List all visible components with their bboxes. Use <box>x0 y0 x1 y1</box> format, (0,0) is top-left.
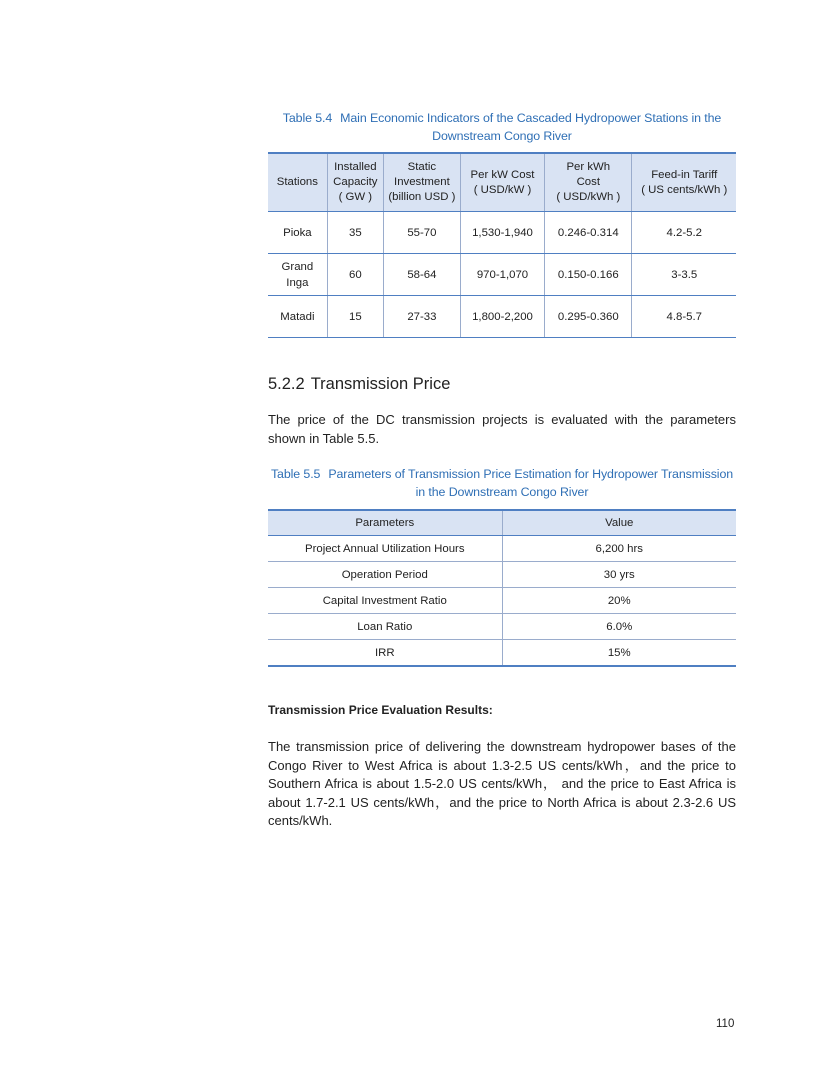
table-cell <box>327 296 383 338</box>
table-cell <box>327 212 383 254</box>
cell-text: 60 <box>349 268 362 281</box>
caption-text: Main Economic Indicators of the Cascaded Hydropower Stations in the Downstream Congo River <box>340 111 722 143</box>
header-line: Per kWh <box>566 161 611 173</box>
table-cell <box>460 212 544 254</box>
table-row <box>268 212 736 254</box>
parameter-value-cell: 20% <box>502 588 736 614</box>
cell-text: Matadi <box>280 310 315 323</box>
header-cell: Parameters <box>268 510 502 536</box>
cell-text: 970-1,070 <box>476 268 529 281</box>
table-cell <box>383 296 460 338</box>
parameter-name-cell: Project Annual Utilization Hours <box>268 536 502 562</box>
table-row <box>268 562 736 588</box>
header-line: Installed <box>334 161 377 173</box>
cell-text: 0.295-0.360 <box>557 310 619 323</box>
table-cell <box>545 254 632 296</box>
cell-text: 55-70 <box>407 226 437 239</box>
parameter-value-cell: 30 yrs <box>502 562 736 588</box>
cell-text: 3-3.5 <box>671 268 698 281</box>
cell-text: 15 <box>349 310 362 323</box>
parameter-value-cell: 15% <box>502 640 736 667</box>
section-heading <box>268 375 450 394</box>
cell-text: Inga <box>286 276 309 289</box>
cell-text: 0.150-0.166 <box>557 268 619 281</box>
cell-text: 1,800-2,200 <box>472 310 533 323</box>
header-cell <box>268 153 327 212</box>
header-line: Stations <box>276 176 318 188</box>
table-cell <box>268 254 327 296</box>
header-cell <box>632 153 736 212</box>
header-line: ( US cents/kWh ) <box>641 183 728 196</box>
parameter-name-cell: IRR <box>268 640 502 667</box>
table-5-5-caption <box>268 465 736 501</box>
table-cell <box>632 296 736 338</box>
header-line: ( USD/kWh ) <box>556 191 621 203</box>
parameter-value-cell: 6.0% <box>502 614 736 640</box>
table-row <box>268 640 736 667</box>
table-cell <box>268 212 327 254</box>
cell-text: 4.8-5.7 <box>666 310 702 323</box>
results-paragraph: The transmission price of delivering the downstream hydropower bases of the Congo River to West Africa is about 1.3-2.5 US cents/kWh，and the price to Southern Africa is about 1.5-2.0 US cents/kWh， and the price to East Africa is about 1.7-2.1 US cents/kWh，and the price to North Africa is about 2.3-2.6 US cents/kWh. <box>268 739 736 828</box>
table-header-row <box>268 510 736 536</box>
header-line: (billion USD ) <box>388 191 456 203</box>
caption-text: Parameters of Transmission Price Estimation for Hydropower Transmission in the Downstream Congo River <box>328 467 734 499</box>
table-cell <box>460 296 544 338</box>
cell-text: Pioka <box>283 226 312 239</box>
economic-indicators-table <box>268 152 736 338</box>
page-number: 110 <box>716 1018 735 1030</box>
header-cell <box>327 153 383 212</box>
header-line: Investment <box>394 176 450 188</box>
table-cell <box>327 254 383 296</box>
cell-text: 58-64 <box>407 268 437 281</box>
cell-text: 0.246-0.314 <box>557 226 619 239</box>
header-cell <box>383 153 460 212</box>
cell-text: 35 <box>349 226 362 239</box>
cell-text: 4.2-5.2 <box>666 226 702 239</box>
table-header-row <box>268 153 736 212</box>
table-row <box>268 536 736 562</box>
table-cell <box>383 212 460 254</box>
table-5-4-caption <box>268 109 736 145</box>
table-cell <box>383 254 460 296</box>
caption-number: Table 5.5 <box>270 467 321 481</box>
header-cell <box>545 153 632 212</box>
table-cell <box>545 296 632 338</box>
header-line: Feed-in Tariff <box>651 168 718 181</box>
cell-text: Grand <box>281 260 314 273</box>
table-row <box>268 614 736 640</box>
table-cell <box>632 254 736 296</box>
section-title: Transmission Price <box>310 375 451 393</box>
section-intro-paragraph: The price of the DC transmission projects is evaluated with the parameters shown in Table 5.5. <box>268 412 736 446</box>
parameter-name-cell: Operation Period <box>268 562 502 588</box>
table-row <box>268 588 736 614</box>
section-number: 5.2.2 <box>268 375 305 393</box>
table-cell <box>268 296 327 338</box>
header-cell: Value <box>502 510 736 536</box>
header-line: ( GW ) <box>338 191 373 203</box>
transmission-parameters-table <box>268 509 736 667</box>
header-line: Cost <box>576 176 600 188</box>
header-line: Static <box>407 161 437 173</box>
results-title: Transmission Price Evaluation Results: <box>268 703 493 717</box>
header-cell <box>460 153 544 212</box>
header-line: Capacity <box>333 176 378 188</box>
parameter-name-cell: Loan Ratio <box>268 614 502 640</box>
table-cell <box>460 254 544 296</box>
caption-number: Table 5.4 <box>282 111 333 125</box>
header-line: ( USD/kW ) <box>473 183 532 196</box>
table-row <box>268 296 736 338</box>
cell-text: 1,530-1,940 <box>472 226 533 239</box>
parameter-name-cell: Capital Investment Ratio <box>268 588 502 614</box>
cell-text: 27-33 <box>407 310 437 323</box>
table-row <box>268 254 736 296</box>
table-cell <box>632 212 736 254</box>
header-line: Per kW Cost <box>470 168 535 181</box>
parameter-value-cell: 6,200 hrs <box>502 536 736 562</box>
table-cell <box>545 212 632 254</box>
